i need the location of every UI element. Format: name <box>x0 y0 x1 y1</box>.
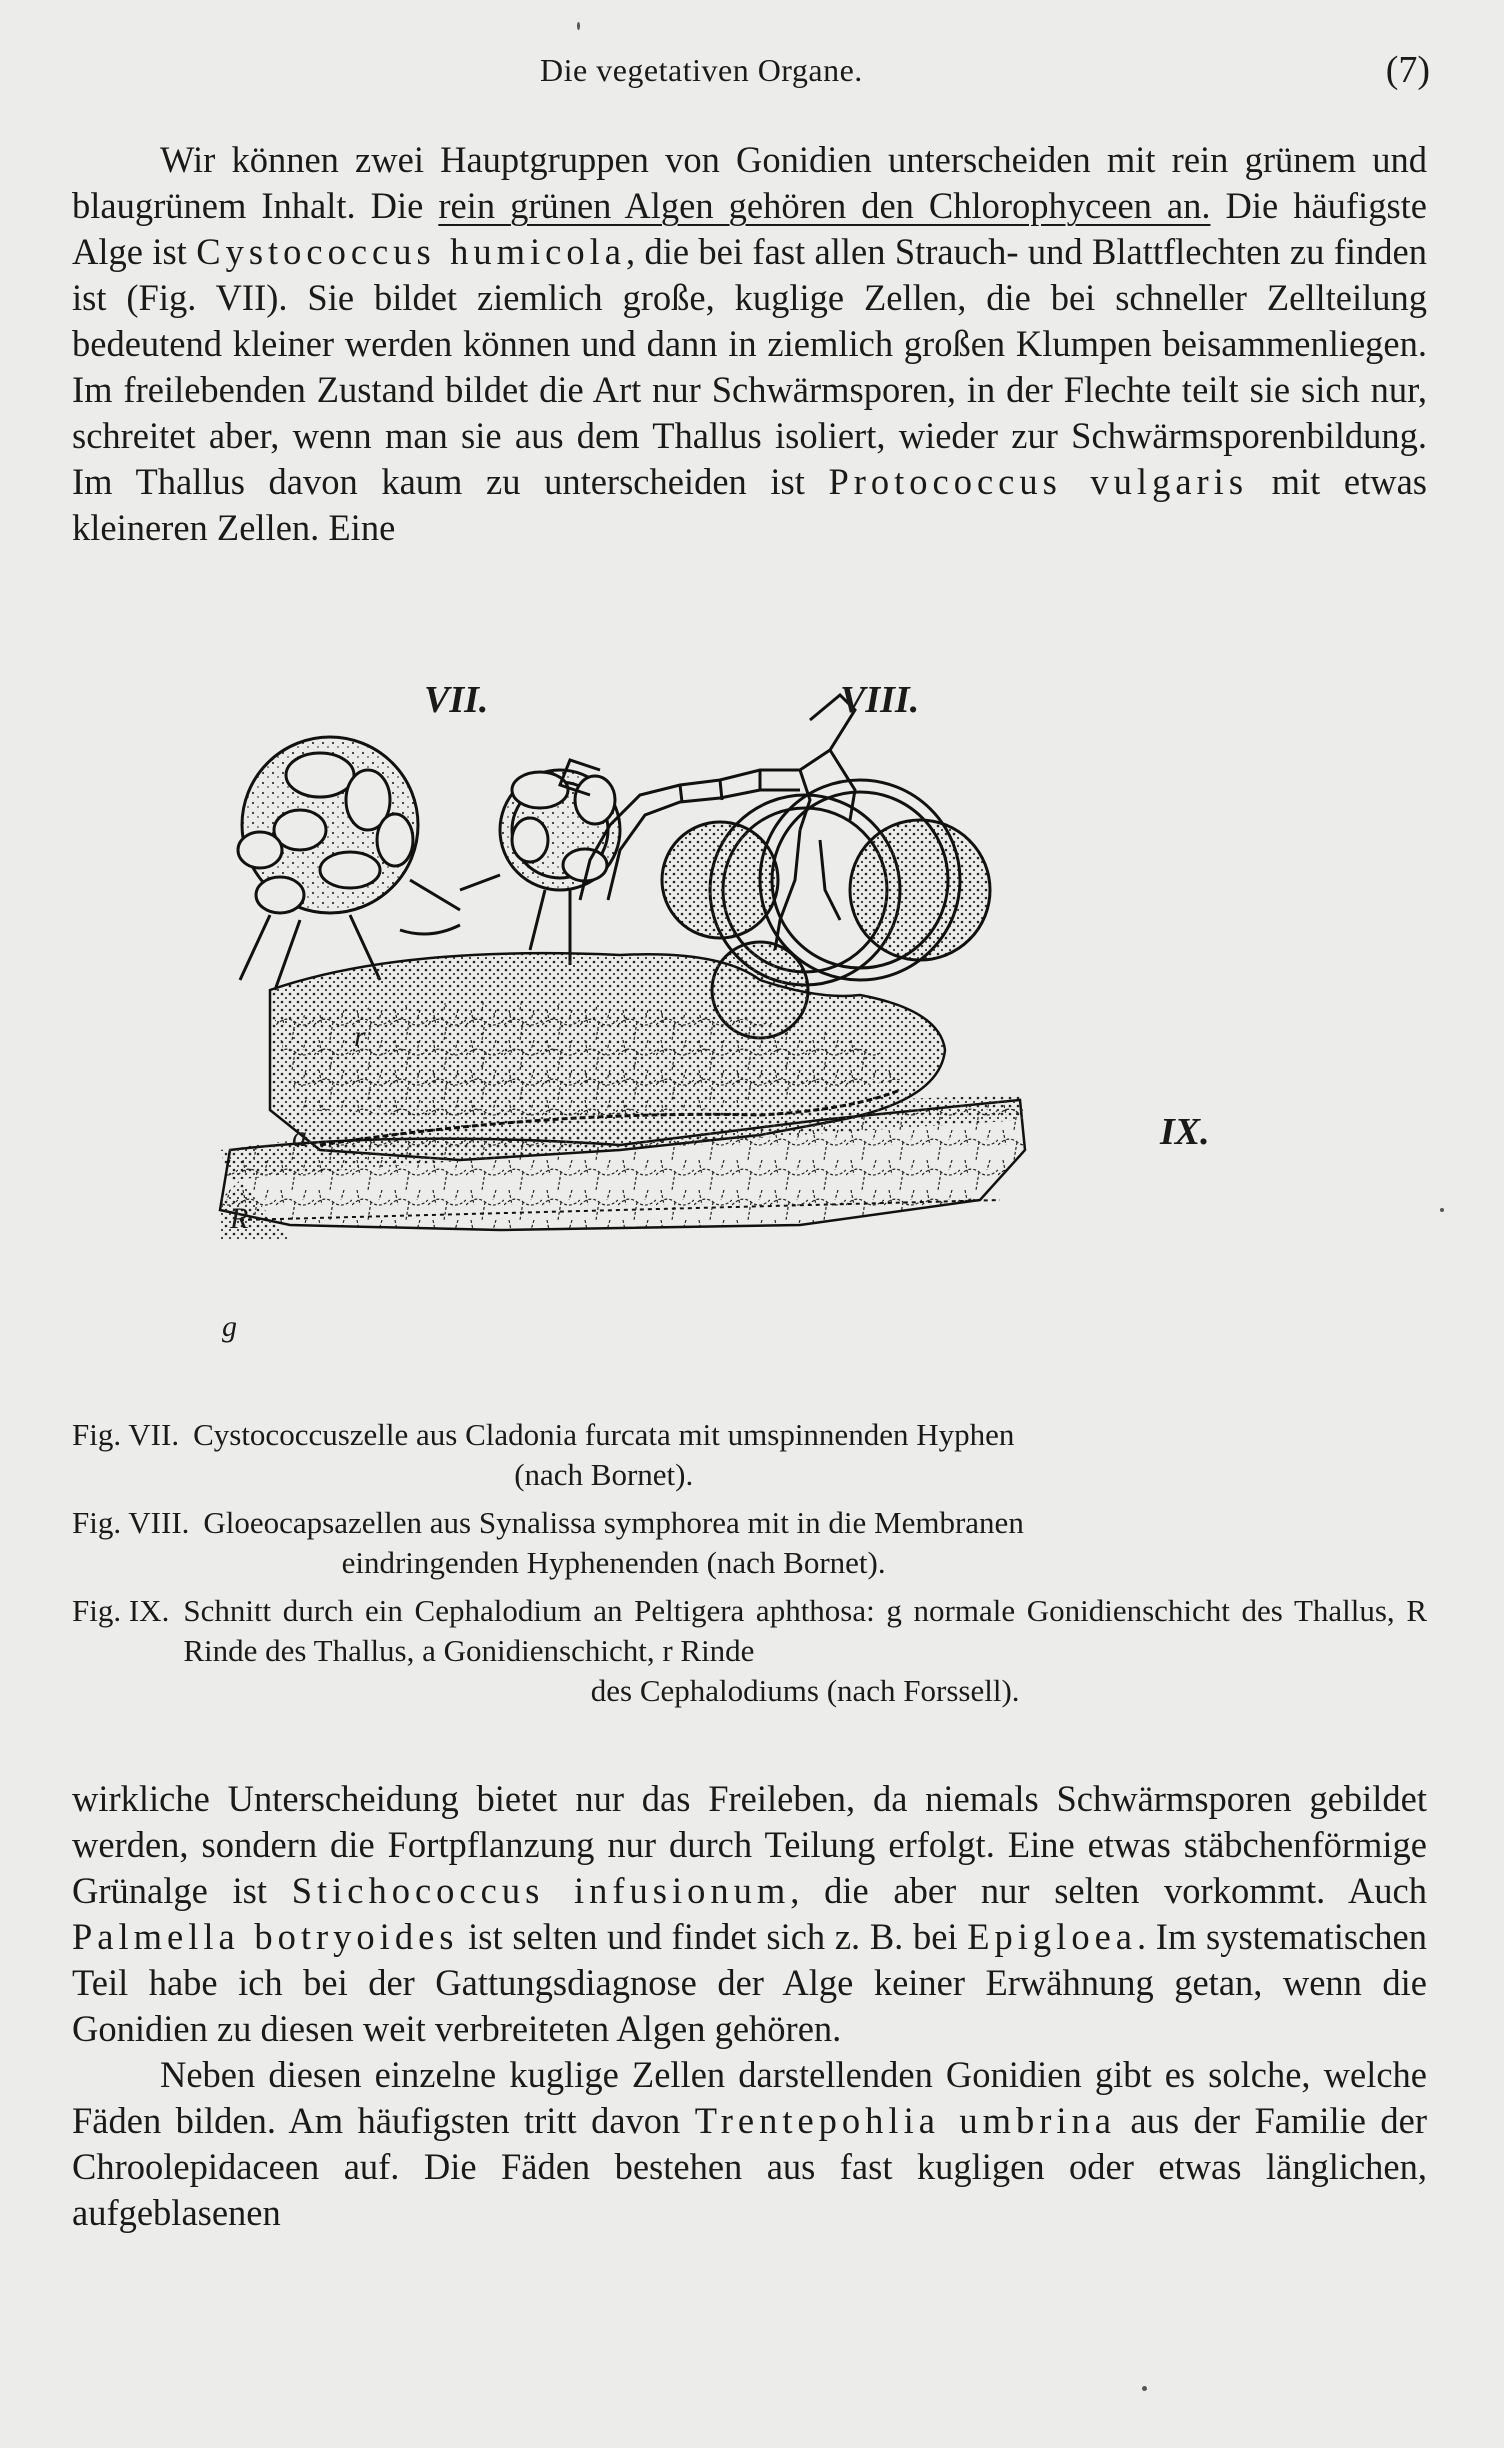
paragraph-text: aus der Familie der Chroolepidaceen auf. Die Fäden bestehen aus fast kugligen oder etwas länglichen, aufgeblasenen <box>72 2100 1427 2233</box>
figure-plate <box>200 680 1310 1380</box>
header-title: Die vegetativen Organe. <box>540 52 863 88</box>
species-name: Protococcus vulgaris <box>828 461 1249 502</box>
page-number: (7) <box>1385 49 1430 91</box>
paragraph-text: . Im systematischen Teil habe ich bei der Gattungsdiagnose der Alge keiner Erwähnung getan, wenn die Gonidien zu diesen weit verbreiteten Algen gehören. <box>72 1916 1427 2049</box>
paragraph-text: Die häufigste Alge ist <box>72 185 1427 272</box>
species-name: Cystococcus humicola <box>196 231 626 272</box>
species-name: Palmella botryoides <box>72 1916 459 1957</box>
paragraph-gonidia-groups <box>72 137 1427 551</box>
paper-speck <box>1440 1208 1444 1212</box>
paragraph-text: wirkliche Unterscheidung bietet nur das Freileben, da niemals Schwärmsporen gebildet werden, sondern die Fortpflanzung nur durch Teilung erfolgt. Eine etwas stäbchenförmige Grünalge ist <box>72 1778 1427 1911</box>
paragraph-text: Neben diesen einzelne kuglige Zellen darstellenden Gonidien gibt es solche, welche Fäden bilden. Am häufigsten tritt davon <box>72 2054 1427 2141</box>
figure-captions <box>72 1415 1427 1719</box>
label-a: a <box>292 1120 307 1153</box>
caption-label: Fig. IX. <box>72 1593 170 1628</box>
paragraph-text: ist selten und findet sich z. B. bei <box>458 1916 968 1957</box>
paragraph-text: mit etwas kleineren Zellen. Eine <box>72 461 1427 548</box>
caption-text: Schnitt durch ein Cephalodium an Peltigera aphthosa: g normale Gonidienschicht des Thallus, R Rinde des Thallus, a Gonidienschicht, r Rinde <box>183 1593 1427 1668</box>
underlined-phrase: rein grünen Algen gehören den Chlorophyceen an. <box>438 185 1211 226</box>
caption-text: Gloeocapsazellen aus Synalissa symphorea mit in die Membranen <box>203 1505 1024 1540</box>
label-R: R <box>230 1202 249 1235</box>
paragraph-text: , die bei fast allen Strauch- und Blattflechten zu finden ist (Fig. VII). Sie bildet ziemlich große, kuglige Zellen, die bei schneller Zellteilung bedeutend kleiner werden können und dann in ziemlich großen Klumpen beisammenliegen. Im freilebenden Zustand bildet die Art nur Schwärmsporen, in der Flechte teilt sie sich nur, schreitet aber, wenn man sie aus dem Thallus isoliert, wieder zur Schwärmsporenbildung. Im Thallus davon kaum zu unterscheiden ist <box>72 231 1427 502</box>
caption-text-cont: des Cephalodiums (nach Forssell). <box>590 1673 1020 1708</box>
paper-speck <box>577 22 580 30</box>
fig-viii-label: VIII. <box>840 679 920 721</box>
fig-ix-section <box>220 953 1025 1240</box>
fig-vii-cell-1 <box>238 737 460 990</box>
species-name: Stichococcus infusionum <box>291 1870 791 1911</box>
fig-vii-label: VII. <box>424 679 489 721</box>
caption-text-cont: (nach Bornet). <box>514 1457 694 1492</box>
caption-label: Fig. VIII. <box>72 1505 190 1540</box>
species-name: Epigloea <box>967 1916 1137 1957</box>
caption-text: Cystococcuszelle aus Cladonia furcata mit umspinnenden Hyphen <box>193 1417 1015 1452</box>
label-g: g <box>222 1310 237 1343</box>
figure-illustration <box>200 680 1310 1380</box>
caption-fig-ix <box>72 1591 1427 1711</box>
label-r: r <box>354 1020 366 1053</box>
paper-speck <box>1142 2386 1147 2391</box>
fig-vii-cell-2 <box>460 770 620 965</box>
paragraph-text: Wir können zwei Hauptgruppen von Gonidien unterscheiden mit rein grünem und blaugrünem Inhalt. Die <box>72 139 1427 226</box>
paragraph-text: , die aber nur selten vorkommt. Auch <box>790 1870 1428 1911</box>
species-name: Trentepohlia umbrina <box>694 2100 1116 2141</box>
caption-label: Fig. VII. <box>72 1417 180 1452</box>
caption-text-cont: eindringenden Hyphenenden (nach Bornet). <box>341 1545 886 1580</box>
caption-fig-vii <box>72 1415 1427 1495</box>
paragraph-free-living <box>72 1776 1427 2236</box>
fig-ix-label: IX. <box>1160 1111 1210 1153</box>
caption-fig-viii <box>72 1503 1427 1583</box>
running-header <box>70 49 1430 102</box>
